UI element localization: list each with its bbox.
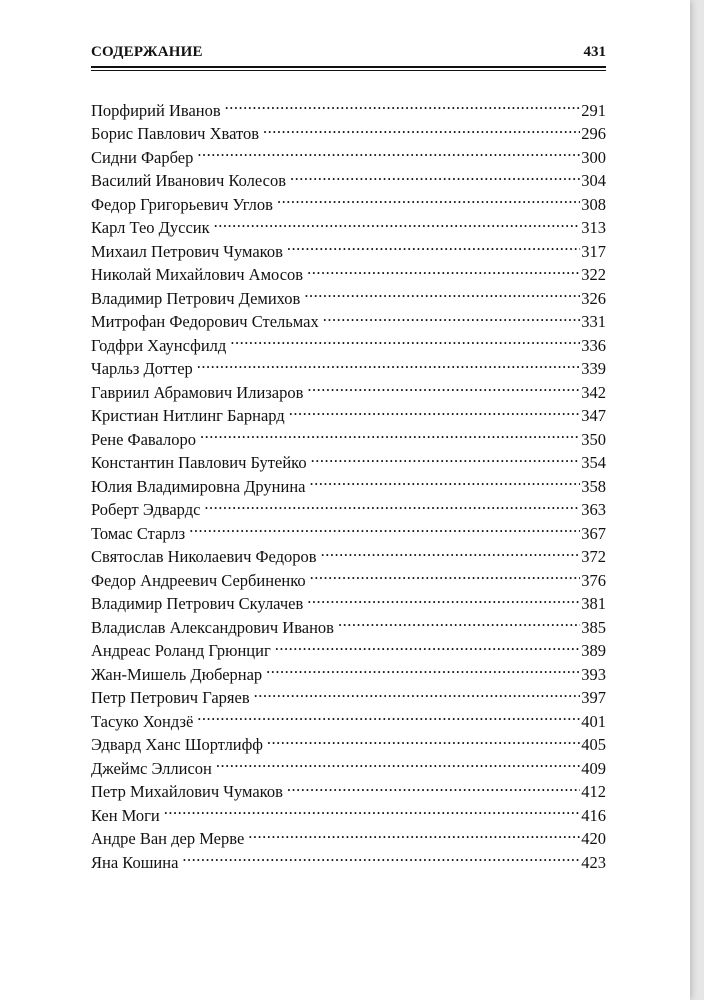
toc-entry-page: 304 [581,171,606,190]
toc-dot-leader [311,445,581,469]
toc-entry-page: 296 [581,124,606,143]
toc-entry-page: 405 [581,735,606,754]
toc-entry-name: Карл Тео Дуссик [91,218,210,237]
toc-entry-name: Яна Кошина [91,852,179,872]
toc-entry-page: 381 [581,594,606,613]
header-rule-thin [91,70,606,71]
toc-dot-leader [267,727,580,751]
toc-dot-leader [225,92,581,116]
toc-entry-name: Роберт Эдвардс [91,500,201,519]
toc-entry-name: Николай Михайлович Амосов [91,265,304,284]
toc-entry-name: Святослав Николаевич Федоров [91,547,317,566]
toc-entry-name: Жан-Мишель Дюбернар [91,664,263,684]
toc-entry-page: 397 [581,688,606,707]
toc-entry-name: Сидни Фарбер [91,147,194,167]
toc-entry-page: 389 [581,641,606,660]
toc-entry-page: 313 [581,218,606,237]
toc-entry-name: Эдвард Ханс Шортлифф [91,735,263,754]
toc-dot-leader [338,609,580,633]
header-title: СОДЕРЖАНИЕ [91,44,203,60]
toc-entry-name: Константин Павлович Бутейко [91,453,307,472]
toc-entry-name: Кристиан Нитлинг Барнард [91,406,285,425]
toc-entry-name: Андреас Роланд Грюнциг [91,641,271,660]
toc-entry-page: 347 [581,406,606,425]
toc-dot-leader [289,398,581,422]
toc-entry-page: 354 [581,453,606,472]
toc-entry-name: Владислав Александрович Иванов [91,617,334,637]
toc-entry-page: 308 [581,194,606,214]
toc-entry-page: 342 [581,382,606,402]
toc-entry-name: Петр Петрович Гаряев [91,688,250,707]
toc-dot-leader [323,304,581,328]
toc-dot-leader [310,468,581,492]
toc-entry-name: Федор Андреевич Сербиненко [91,570,306,590]
toc-dot-leader [248,821,580,845]
toc-entry-page: 416 [581,805,606,825]
toc-entry-name: Чарльз Доттер [91,359,193,378]
toc-entry-name: Андре Ван дер Мерве [91,829,245,848]
toc-entry-name: Федор Григорьевич Углов [91,194,273,214]
toc-entry-name: Порфирий Иванов [91,100,221,120]
toc-dot-leader [307,586,580,610]
toc-entry-name: Петр Михайлович Чумаков [91,782,283,801]
toc-entry-page: 423 [581,852,606,872]
toc-dot-leader [275,633,581,657]
toc-dot-leader [254,680,581,704]
toc-entry-page: 358 [581,476,606,496]
toc-entry-name: Владимир Петрович Демихов [91,288,301,308]
toc-entry-name: Томас Старлз [91,523,186,543]
toc-entry-page: 367 [581,523,606,543]
toc-dot-leader [277,186,580,210]
toc-entry-name: Михаил Петрович Чумаков [91,241,283,261]
toc-entry-name: Владимир Петрович Скулачев [91,594,304,613]
toc-dot-leader [200,421,580,445]
toc-entry-page: 322 [581,265,606,284]
toc-entry-page: 291 [581,100,606,120]
toc-entry [91,797,606,825]
toc-dot-leader [304,280,580,304]
header-rule-thick [91,66,606,68]
toc-dot-leader [197,703,580,727]
toc-dot-leader [182,844,580,868]
toc-entry-page: 409 [581,758,606,778]
toc-dot-leader [321,539,581,563]
toc-dot-leader [216,750,580,774]
toc-entry-name: Борис Павлович Хватов [91,124,260,143]
toc-entry-page: 331 [581,312,606,331]
toc-dot-leader [266,656,580,680]
toc-dot-leader [287,774,580,798]
toc-dot-leader [164,797,580,821]
toc-entry-name: Джеймс Эллисон [91,758,212,778]
toc-entry-name: Годфри Хаунсфилд [91,335,227,355]
toc-entry-page: 412 [581,782,606,801]
toc-dot-leader [204,492,580,516]
toc-dot-leader [263,116,580,140]
toc-entry-name: Гавриил Абрамович Илизаров [91,382,304,402]
toc-entry-page: 376 [581,570,606,590]
toc-dot-leader [230,327,580,351]
toc-entry-page: 420 [581,829,606,848]
toc-entry-page: 336 [581,335,606,355]
toc-entry-page: 385 [581,617,606,637]
toc-entry-page: 372 [581,547,606,566]
toc-entry-page: 393 [581,664,606,684]
toc-dot-leader [307,374,580,398]
toc-entry-name: Юлия Владимировна Друнина [91,476,306,496]
toc-dot-leader [197,351,580,375]
toc-dot-leader [287,233,580,257]
toc-entry-page: 326 [581,288,606,308]
toc-entry [91,821,606,848]
toc-entry-page: 300 [581,147,606,167]
running-header [91,44,606,64]
toc-dot-leader [214,210,581,234]
toc-entry-page: 317 [581,241,606,261]
toc-entry-name: Тасуко Хондзё [91,711,194,731]
toc-entry-name: Василий Иванович Колесов [91,171,286,190]
toc-entry-page: 401 [581,711,606,731]
table-of-contents [91,92,606,872]
toc-dot-leader [197,139,580,163]
toc-dot-leader [290,163,580,187]
toc-dot-leader [310,562,581,586]
toc-entry-page: 339 [581,359,606,378]
toc-entry-page: 363 [581,500,606,519]
toc-entry-name: Кен Моги [91,805,160,825]
toc-entry-page: 350 [581,429,606,449]
toc-entry [91,92,606,120]
toc-dot-leader [189,515,580,539]
toc-entry-name: Рене Фавалоро [91,429,196,449]
toc-dot-leader [307,257,580,281]
header-page-number: 431 [583,44,606,60]
toc-entry-name: Митрофан Федорович Стельмах [91,312,319,331]
